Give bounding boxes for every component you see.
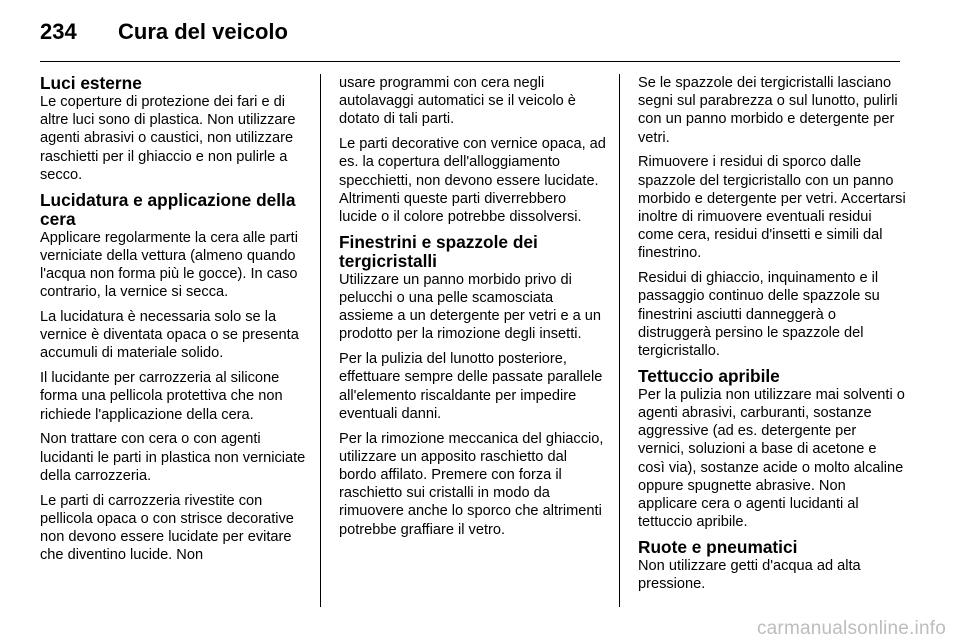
heading-ruote: Ruote e pneumatici	[638, 537, 798, 558]
paragraph: Il lucidante per carrozzeria al silicone forma una pellicola protettiva che non richiede l'applicazione della cera.	[40, 370, 283, 423]
paragraph: usare programmi con cera negli autolavaggi automatici se il veicolo è dotato di tali parti.	[339, 75, 576, 128]
paragraph: Se le spazzole dei tergicristalli lasciano segni sul parabrezza o sul lunotto, pulirli con un panno morbido e detergente per vetri.	[638, 75, 898, 146]
chapter-title: Cura del veicolo	[118, 19, 288, 44]
heading-luci-esterne: Luci esterne	[40, 73, 142, 93]
paragraph: Per la pulizia non utilizzare mai solventi o agenti abrasivi, carburanti, sostanze aggressive (ad es. detergente per vernici, soluzioni a base di acetone e così via), sostanze acide o molto alcaline oppure spugnette abrasive. Non applicare cera o agenti lucidanti al tettuccio apribile.	[638, 386, 905, 531]
heading-tettuccio: Tettuccio apribile	[638, 365, 780, 386]
paragraph: Le parti decorative con vernice opaca, ad es. la copertura dell'alloggiamento specchietti, non devono essere lucidate. Altrimenti queste parti diverrebbero lucide o il colore potrebbe dissolversi.	[339, 136, 606, 226]
paragraph: Non trattare con cera o con agenti lucidanti le parti in plastica non verniciate della carrozzeria.	[40, 431, 306, 484]
paragraph: Non utilizzare getti d'acqua ad alta pressione.	[638, 558, 861, 593]
paragraph: Applicare regolarmente la cera alle parti verniciate della vettura (almeno quando l'acqua non forma più le gocce). In caso contrario, la vernice si secca.	[40, 229, 298, 301]
heading-lucidatura: Lucidatura e applicazione della cera	[40, 189, 296, 229]
column-3	[638, 74, 906, 600]
paragraph: Le coperture di protezione dei fari e di altre luci sono di plastica. Non utilizzare agenti abrasivi o caustici, non utilizzare raschietti per il ghiaccio e non pulirle a secco.	[40, 94, 296, 183]
page-number: 234	[40, 19, 77, 44]
paragraph: Per la pulizia del lunotto posteriore, effettuare sempre delle passate parallele all'elemento riscaldante per impedire eventuali danni.	[339, 351, 603, 422]
column-divider	[619, 74, 620, 607]
paragraph: Residui di ghiaccio, inquinamento e il passaggio continuo delle spazzole su finestrini asciutti danneggerà o distruggerà persino le spazzole del tergicristallo.	[638, 270, 880, 360]
page-header	[40, 14, 288, 50]
paragraph: Rimuovere i residui di sporco dalle spazzole del tergicristallo con un panno morbido e detergente per vetri. Accertarsi inoltre di rimuovere eventuali residui come cera, residui d'insetti e simili dal finestrino.	[638, 154, 906, 262]
heading-finestrini: Finestrini e spazzole dei tergicristalli	[339, 231, 538, 271]
column-divider	[320, 74, 321, 607]
paragraph: Per la rimozione meccanica del ghiaccio, utilizzare un apposito raschietto dal bordo affilato. Premere con forza il raschietto sui cristalli in modo da rimuovere anche lo sporco che altrimenti potrebbe graffiare il vetro.	[339, 430, 604, 538]
paragraph: La lucidatura è necessaria solo se la vernice è diventata opaca o se presenta accumuli di materiale solido.	[40, 309, 299, 362]
paragraph: Le parti di carrozzeria rivestite con pellicola opaca o con strisce decorative non devono essere lucidate per evitare che diventino lucide. Non	[40, 492, 294, 564]
header-rule	[40, 61, 900, 62]
paragraph: Utilizzare un panno morbido privo di pelucchi o una pelle scamosciata assieme a un detergente per vetri e a un prodotto per la rimozione degli insetti.	[339, 271, 602, 343]
column-2	[339, 74, 607, 545]
watermark: carmanualsonline.info	[756, 618, 946, 639]
column-1	[40, 74, 308, 571]
